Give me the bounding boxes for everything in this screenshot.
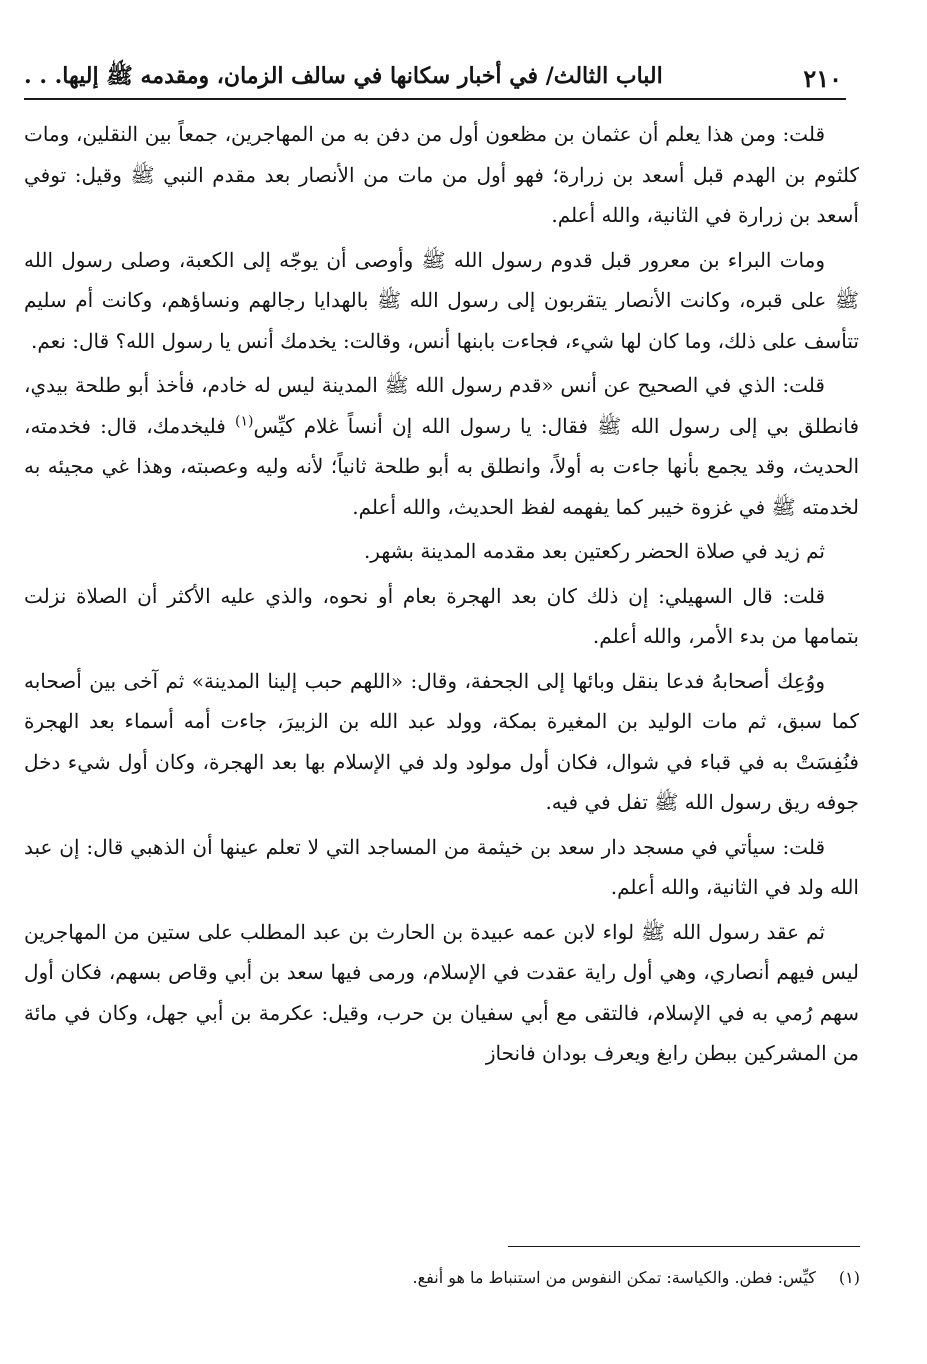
paragraph: ومات البراء بن معرور قبل قدوم رسول الله ﷺ وأوصى أن يوجّه إلى الكعبة، وصلى رسول الله ﷺ على قبره، وكانت الأنصار يتقربون إلى رسول الله ﷺ بالهدايا رجالهم ونساؤهم، وكانت أم سليم تتأسف على ذلك، وما كان لها شيء، فجاءت بابنها أنس، وقالت: يخدمك أنس يا رسول الله؟ قال: نعم. bbox=[24, 247, 859, 353]
body-text bbox=[24, 114, 859, 1244]
paragraph-text: الحديث، والله أعلم. bbox=[352, 494, 515, 519]
footnote-number: (١) bbox=[838, 1268, 860, 1287]
footnote-marker: (١) bbox=[235, 412, 254, 429]
paragraph: ووُعِك أصحابهُ فدعا بنقل وبائها إلى الجحفة، وقال: «اللهم حبب إلينا المدينة» ثم آخى بين أصحابه كما سبق، ثم مات الوليد بن المغيرة بمكة، وولد عبد الله بن الزبيرَ، جاءت أمه أسماء بعد الهجرة فنُفِسَتْ به في قباء في شوال، فكان أول مولود ولد في الإسلام بها بعد الهجرة، وكان أول شيء دخل جوفه ريق رسول الله ﷺ تفل في فيه. bbox=[24, 668, 859, 814]
paragraph-text: قلت: الذي في الصحيح عن أنس «قدم رسول الله ﷺ المدينة ليس له خادم، فأخذ أبو طلحة بيدي، فانطلق بي إلى رسول الله ﷺ فقال: يا رسول الله إن أنساً غلام كيِّس bbox=[24, 373, 859, 438]
page-number: ٢١٠ bbox=[803, 63, 842, 93]
paragraph: قلت: ومن هذا يعلم أن عثمان بن مظعون أول من دفن به من المهاجرين، جمعاً بين النقلين، ومات كلثوم بن الهدم قبل أسعد بن زرارة؛ فهو أول من مات من الأنصار بعد مقدم النبي ﷺ وقيل: توفي أسعد بن زرارة في الثانية، والله أعلم. bbox=[24, 122, 859, 227]
running-header bbox=[24, 58, 846, 100]
footnote-text: كيِّس: فطن. والكياسة: تمكن النفوس من استنباط ما هو أنفع. bbox=[412, 1268, 816, 1287]
paragraph: قلت: قال السهيلي: إن ذلك كان بعد الهجرة بعام أو نحوه، والذي عليه الأكثر أن الصلاة نزلت بتمامها من بدء الأمر، والله أعلم. bbox=[24, 583, 859, 648]
paragraph: ثم زيد في صلاة الحضر ركعتين بعد مقدمه المدينة بشهر. bbox=[363, 539, 825, 563]
footnote-divider bbox=[508, 1246, 860, 1247]
footnote bbox=[300, 1264, 860, 1294]
paragraph: ثم عقد رسول الله ﷺ لواء لابن عمه عبيدة بن الحارث بن عبد المطلب على ستين من المهاجرين ليس فيهم أنصاري، وهي أول راية عقدت في الإسلام، ورمى فيها سعد بن أبي وقاص بسهم، فكان أول سهم رُمي به في الإسلام، فالتقى مع أبي سفيان بن حرب، وقيل: عكرمة بن أبي جهل، وكان في مائة من المشركين ببطن رابغ ويعرف بودان فانحاز bbox=[24, 919, 859, 1065]
paragraph: قلت: سيأتي في مسجد دار سعد بن خيثمة من المساجد التي لا تعلم عينها أن الذهبي قال: إن عبد الله ولد في الثانية، والله أعلم. bbox=[24, 834, 859, 899]
paragraph bbox=[24, 365, 859, 527]
chapter-title: الباب الثالث/ في أخبار سكانها في سالف الزمان، ومقدمه ﷺ إليها. . . bbox=[24, 63, 663, 89]
paragraph-text: فليخدمك، قال: فخدمته، الحديث، وقد يجمع بأنها جاءت به أولاً، وانطلق به أبو طلحة ثانياً؛ لأنه وليه وعصبته، وهذا غي مجيئه به لخدمته ﷺ في غزوة خيبر كما يفهمه لفظ bbox=[24, 413, 859, 519]
